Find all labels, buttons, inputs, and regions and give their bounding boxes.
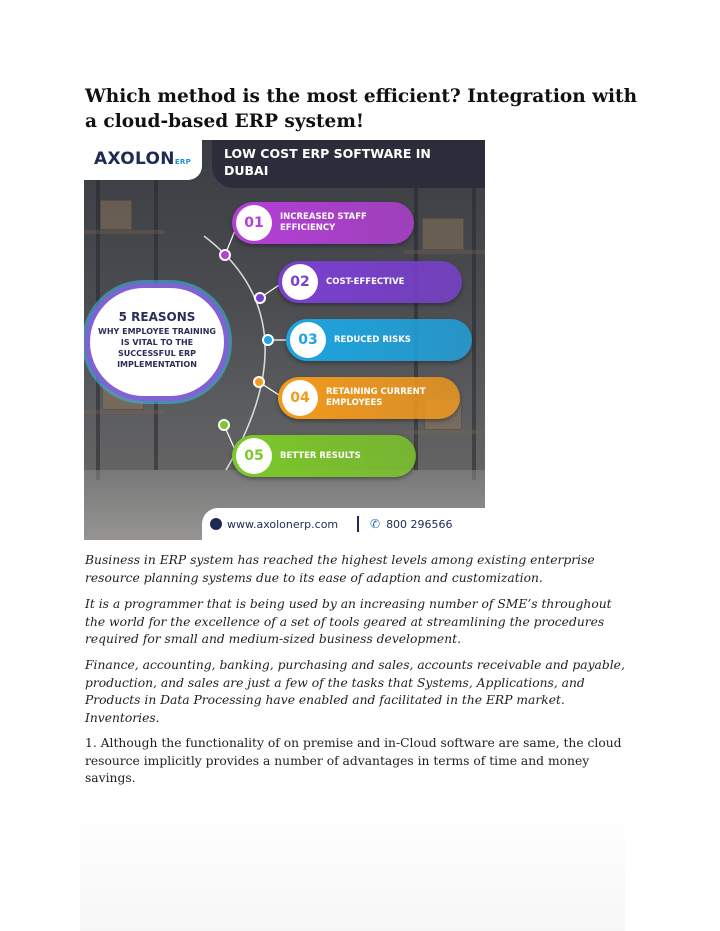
page-title: Which method is the most efficient? Integration with a cloud-based ERP system!	[85, 86, 638, 132]
dot-05	[219, 420, 229, 430]
erp-infographic	[84, 140, 485, 540]
logo-text: AXOLON	[94, 149, 175, 169]
paragraph-3: Finance, accounting, banking, purchasing and sales, accounts receivable and payable, production, and sales are just a few of the tasks that Systems, Applications, and Products in Data Processing have enabled and facilitated in the ERP market. Inventories.	[85, 658, 625, 725]
reason-label: COST-EFFECTIVE	[326, 276, 405, 287]
dot-03	[263, 335, 273, 345]
reason-number: 01	[236, 205, 272, 241]
banner-title: LOW COST ERP SOFTWARE IN DUBAI	[224, 146, 431, 178]
reason-label: REDUCED RISKS	[334, 334, 411, 345]
reasons-badge	[90, 288, 224, 396]
phone-text: 800 296566	[386, 517, 453, 531]
logo-erp-suffix: ERP	[174, 158, 192, 166]
reason-pill-04	[278, 377, 460, 419]
website-contact[interactable]	[210, 508, 338, 540]
contact-divider	[357, 516, 359, 532]
dot-01	[220, 250, 230, 260]
reason-number: 02	[282, 264, 318, 300]
reasons-subheading: WHY EMPLOYEE TRAINING IS VITAL TO THE SUCCESSFUL ERP IMPLEMENTATION	[98, 327, 216, 369]
reason-pill-01	[232, 202, 414, 244]
globe-icon	[210, 518, 222, 530]
dot-04	[254, 377, 264, 387]
reason-number: 03	[290, 322, 326, 358]
reason-pill-02	[278, 261, 462, 303]
paragraph-1: Business in ERP system has reached the highest levels among existing enterprise resource planning systems due to its ease of adaption and customization.	[85, 553, 595, 585]
reason-pill-03	[286, 319, 472, 361]
paragraph-4: 1. Although the functionality of on premise and in-Cloud software are same, the cloud resource implicitly provides a number of advantages in terms of time and money savings.	[85, 736, 622, 785]
reason-number: 04	[282, 380, 318, 416]
reason-pill-05	[232, 435, 416, 477]
website-text: www.axolonerp.com	[227, 517, 339, 531]
reason-label: RETAINING CURRENT EMPLOYEES	[326, 387, 426, 408]
page-background-fade	[80, 800, 625, 931]
reason-number: 05	[236, 438, 272, 474]
dot-02	[255, 293, 265, 303]
reason-label: BETTER RESULTS	[280, 450, 361, 461]
contact-bar	[202, 508, 485, 540]
paragraph-2: It is a programmer that is being used by an increasing number of SME’s throughout the world for the excellence of a set of tools geared at streamlining the procedures required for small and medium-sized business development.	[85, 597, 612, 646]
phone-icon: ✆	[370, 517, 381, 531]
phone-contact[interactable]	[370, 508, 453, 540]
reason-label: INCREASED STAFF EFFICIENCY	[280, 212, 367, 233]
reasons-heading: 5 REASONS	[118, 310, 196, 324]
